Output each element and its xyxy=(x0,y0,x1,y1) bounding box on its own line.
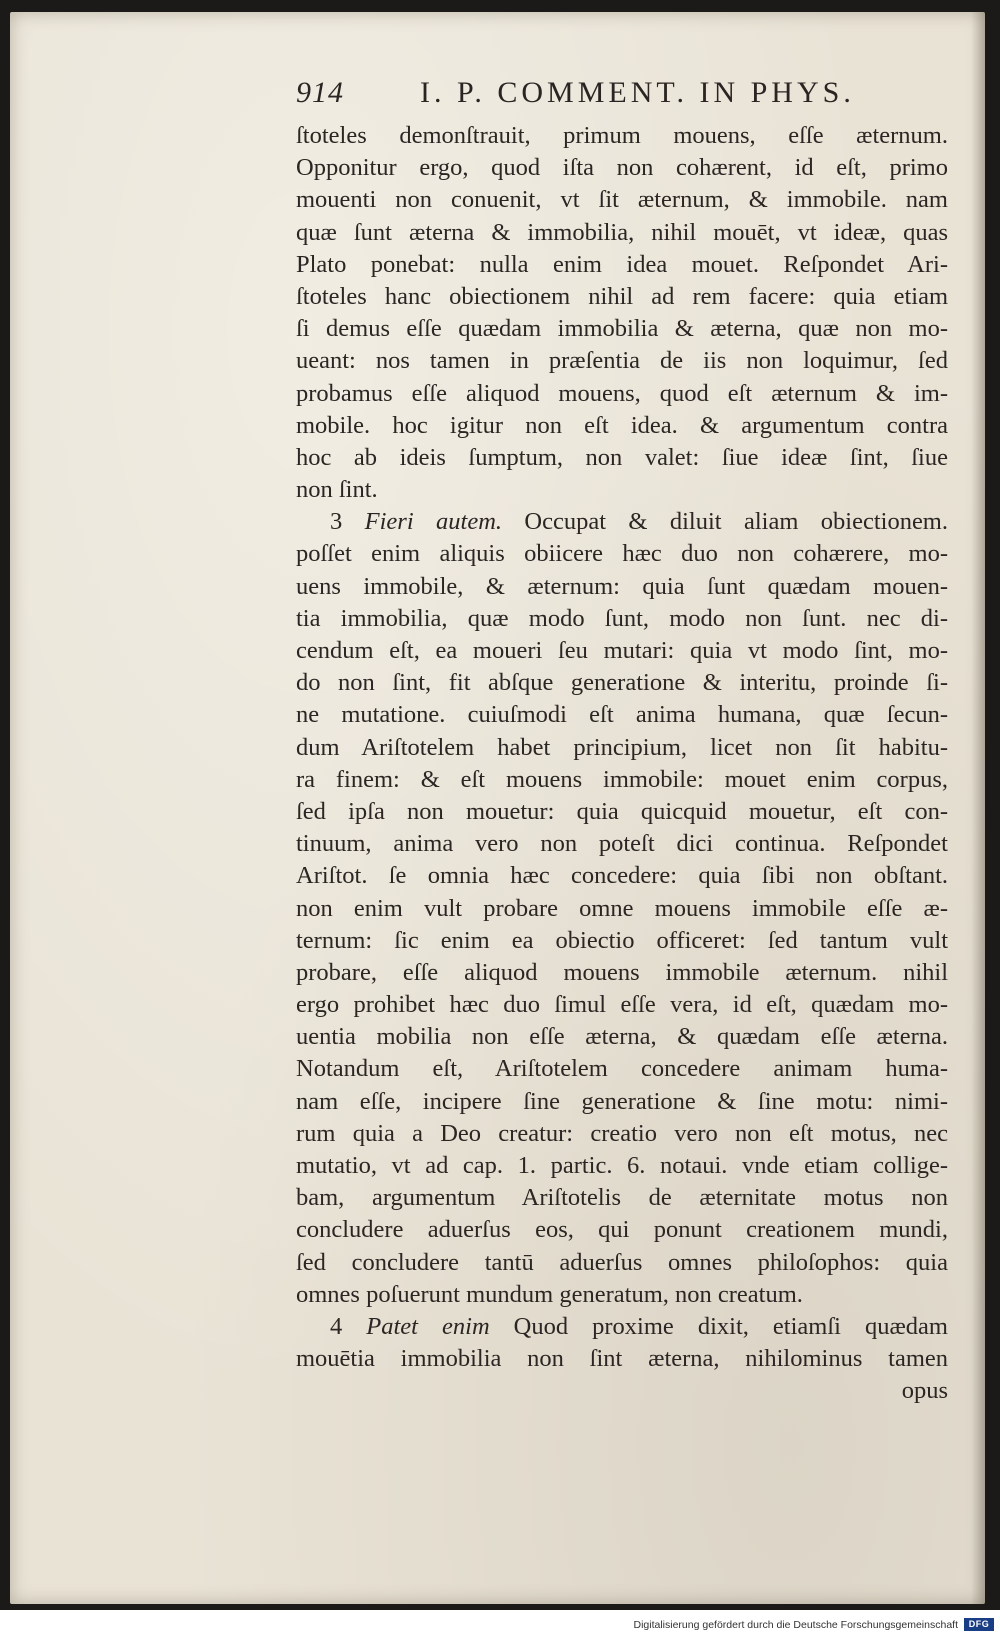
text-line: uentia mobilia non eſſe æterna, & quædam eſſe æterna. xyxy=(296,1023,948,1051)
text-line: rum quia a Deo creatur: creatio vero non eſt motus, nec xyxy=(296,1119,948,1147)
text-line: tinuum, anima vero non poteſt dici continua. Reſpondet xyxy=(296,830,948,858)
paragraph-1 xyxy=(296,120,948,506)
text-line: non enim vult probare omne mouens immobile eſſe æ- xyxy=(296,894,948,922)
lemma-cue: Patet enim xyxy=(366,1312,490,1340)
text-line: do non ſint, fit abſque generatione & interitu, proinde ſi- xyxy=(296,669,948,697)
text-line: Notandum eſt, Ariſtotelem concedere animam huma- xyxy=(296,1055,948,1083)
dfg-logo-icon: DFG xyxy=(964,1618,994,1631)
page-number: 914 xyxy=(296,76,344,109)
text-line: Plato ponebat: nulla enim idea mouet. Reſpondet Ari- xyxy=(296,250,948,278)
funding-credit: Digitalisierung gefördert durch die Deutsche Forschungsgemeinschaft xyxy=(633,1619,958,1631)
text-line: poſſet enim aliquis obiicere hæc duo non cohærere, mo- xyxy=(296,540,948,568)
text-line: Opponitur ergo, quod iſta non cohærent, id eſt, primo xyxy=(296,154,948,182)
text-line: non ſint. xyxy=(296,476,378,504)
text-line: ergo prohibet hæc duo ſimul eſſe vera, id eſt, quædam mo- xyxy=(296,991,948,1019)
digitization-footer xyxy=(0,1610,1000,1638)
text-line: mutatio, vt ad cap. 1. partic. 6. notaui. vnde etiam collige- xyxy=(296,1152,948,1179)
text-fragment: Occupat & diluit aliam obiectionem. xyxy=(524,508,948,536)
text-line: ſtoteles hanc obiectionem nihil ad rem facere: quia etiam xyxy=(296,282,948,310)
paragraph-number: 3 xyxy=(330,508,343,536)
text-line: ra finem: & eſt mouens immobile: mouet enim corpus, xyxy=(296,765,948,793)
paragraph-3 xyxy=(296,1311,948,1375)
text-fragment: Quod proxime dixit, etiamſi quædam xyxy=(513,1312,948,1340)
text-line: ueant: nos tamen in præſentia de iis non loquimur, ſed xyxy=(296,347,948,375)
page-edge-shadow xyxy=(971,12,985,1604)
paragraph-3-first-line xyxy=(296,1311,948,1343)
paragraph-2 xyxy=(296,506,948,1311)
text-line: tia immobilia, quæ modo ſunt, modo non ſunt. nec di- xyxy=(296,604,948,632)
text-line: ne mutatione. cuiuſmodi eſt anima humana, quæ ſecun- xyxy=(296,701,948,729)
paragraph-2-first-line xyxy=(296,506,948,538)
running-head xyxy=(296,76,906,122)
text-line: ſtoteles demonſtrauit, primum mouens, eſſe æternum. xyxy=(296,122,948,149)
catchword: opus xyxy=(901,1377,948,1405)
paragraph-number: 4 xyxy=(330,1312,343,1340)
text-line: quæ ſunt æterna & immobilia, nihil mouēt, vt ideæ, quas xyxy=(296,218,948,246)
text-line: ſed concludere tantū aduerſus omnes philoſophos: quia xyxy=(296,1248,948,1276)
text-line: concludere aduerſus eos, qui ponunt creationem mundi, xyxy=(296,1216,948,1244)
text-line: uens immobile, & æternum: quia ſunt quædam mouen- xyxy=(296,572,948,600)
text-line: mouētia immobilia non ſint æterna, nihilominus tamen xyxy=(296,1345,948,1373)
text-line: probare, eſſe aliquod mouens immobile æternum. nihil xyxy=(296,958,948,986)
text-line: dum Ariſtotelem habet principium, licet non ſit habitu- xyxy=(296,733,948,761)
text-line: omnes poſuerunt mundum generatum, non creatum. xyxy=(296,1280,803,1308)
lemma-cue: Fieri autem. xyxy=(364,508,503,536)
running-title: I. P. COMMENT. IN PHYS. xyxy=(420,76,855,109)
text-line: mobile. hoc igitur non eſt idea. & argumentum contra xyxy=(296,411,948,439)
text-line: probamus eſſe aliquod mouens, quod eſt æternum & im- xyxy=(296,379,948,407)
text-line: ſed ipſa non mouetur: quia quicquid mouetur, eſt con- xyxy=(296,797,948,825)
text-line: mouenti non conuenit, vt ſit æternum, & immobile. nam xyxy=(296,186,948,214)
text-line: Ariſtot. ſe omnia hæc concedere: quia ſibi non obſtant. xyxy=(296,862,948,890)
text-line: bam, argumentum Ariſtotelis de æternitate motus non xyxy=(296,1184,948,1212)
text-line: cendum eſt, ea moueri ſeu mutari: quia vt modo ſint, mo- xyxy=(296,637,948,664)
text-line: ternum: ſic enim ea obiectio officeret: ſed tantum vult xyxy=(296,926,948,954)
body-text xyxy=(296,120,948,1408)
text-line: nam eſſe, incipere ſine generatione & ſine motu: nimi- xyxy=(296,1087,948,1115)
text-line: ſi demus eſſe quædam immobilia & æterna, quæ non mo- xyxy=(296,315,948,343)
text-line: hoc ab ideis ſumptum, non valet: ſiue ideæ ſint, ſiue xyxy=(296,443,948,471)
